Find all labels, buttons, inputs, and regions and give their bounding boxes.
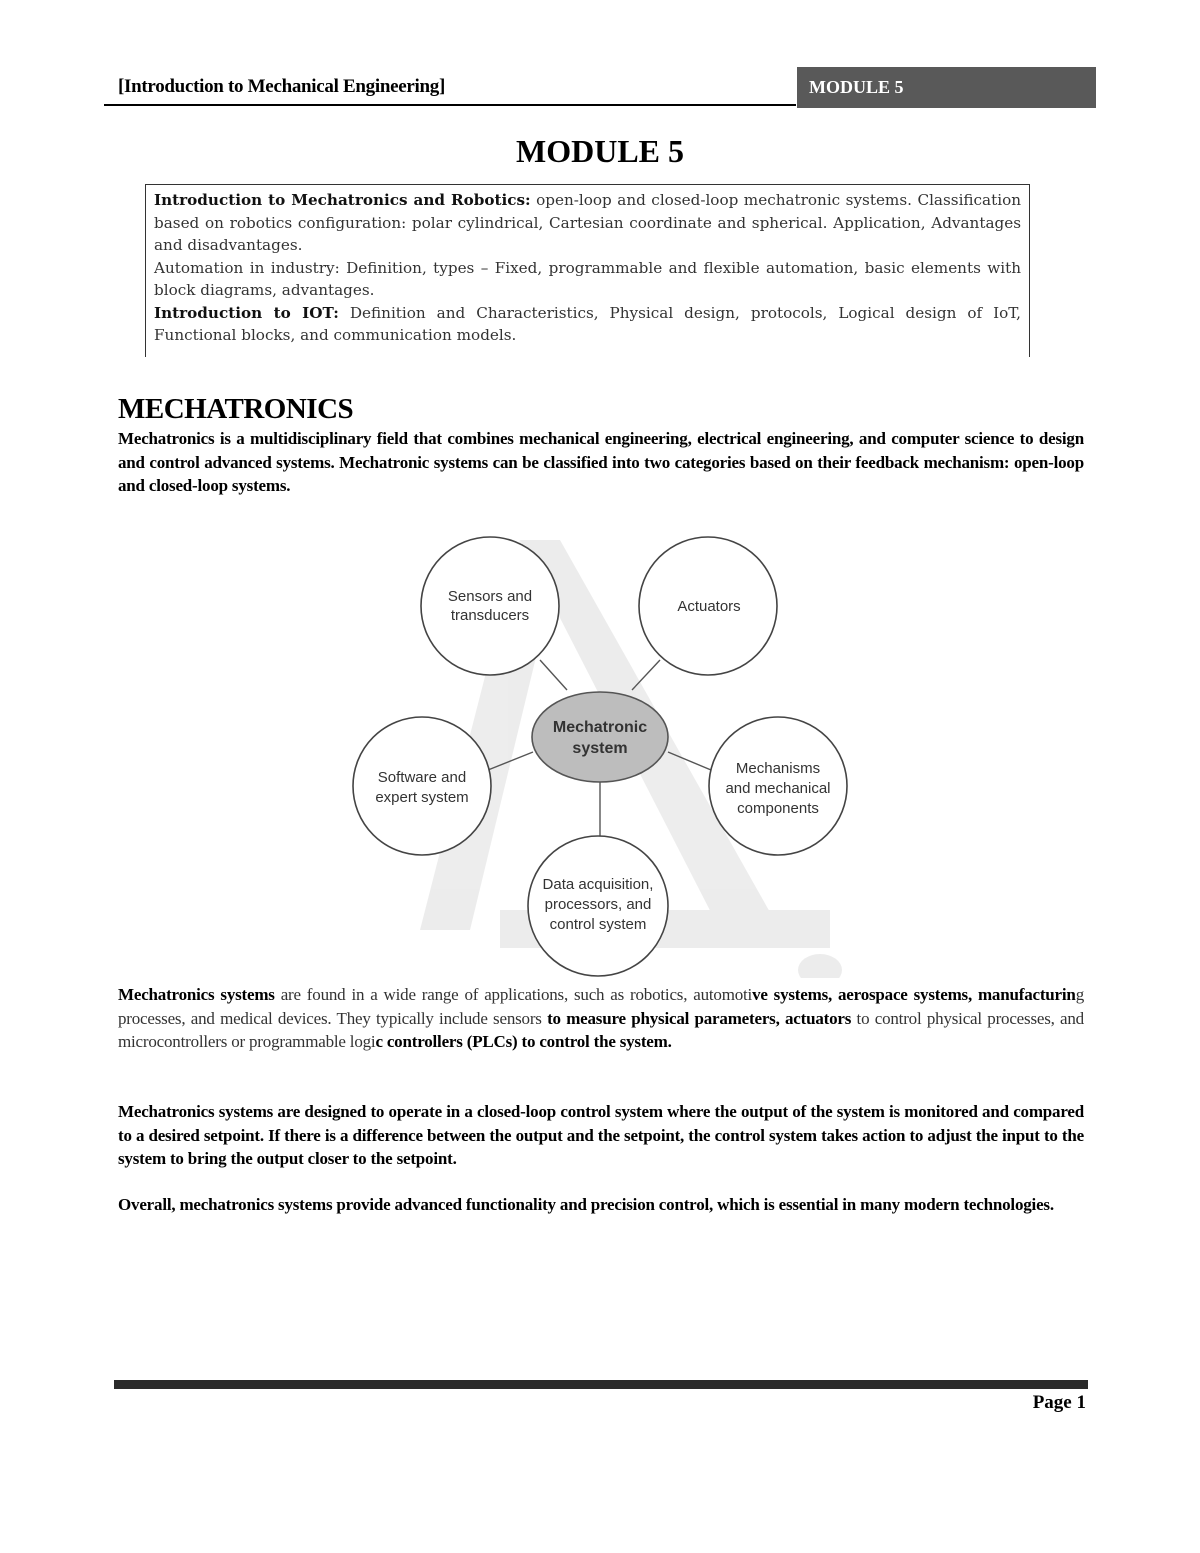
syllabus-topic-iot-text: Definition and Characteristics, Physical design, protocols, Logical design of IoT, Functional blocks, and communication models.: [154, 303, 1021, 344]
center-label-2: system: [572, 740, 628, 757]
page-number: Page 1: [1032, 1392, 1086, 1413]
syllabus-box: [145, 184, 1030, 357]
node-software: [353, 717, 491, 855]
intro-paragraph: Mechatronics is a multidisciplinary field that combines mechanical engineering, electrical engineering, and computer science to design and control advanced systems. Mechatronic systems can be classified into two categories based on their feedback mechanism: open-loop and closed-loop systems.: [118, 429, 1084, 495]
applications-paragraph: [118, 983, 1084, 1054]
section-heading: MECHATRONICS: [118, 393, 354, 425]
node-center: [532, 692, 668, 782]
syllabus-line-1: [154, 189, 1021, 257]
syllabus-topic-mechatronics-text: open-loop and closed-loop mechatronic systems. Classification based on robotics configuration: polar cylindrical, Cartesian coordinate and spherical. Application, Advantages and disadvantages.: [154, 191, 1021, 254]
software-label-2: expert system: [375, 789, 469, 806]
data-label-3: control system: [549, 916, 647, 933]
overall-paragraph: Overall, mechatronics systems provide advanced functionality and precision control, which is essential in many modern technologies.: [118, 1195, 1054, 1214]
software-label-1: Software and: [377, 769, 467, 786]
header-title: [Introduction to Mechanical Engineering]: [118, 76, 446, 97]
data-label-1: Data acquisition,: [542, 876, 654, 893]
footer-rule: [114, 1380, 1088, 1389]
center-label-1: Mechatronic: [552, 719, 648, 736]
link-actuators: [632, 660, 660, 690]
mechanisms-label-1: Mechanisms: [735, 760, 821, 777]
applications-text-4: g processes, and medical devices. They typically include sensors: [118, 985, 1084, 1028]
header-rule: [104, 104, 796, 106]
syllabus-line-2: Automation in industry: Definition, types – Fixed, programmable and flexible automation, basic elements with block diagrams, advantages.: [154, 258, 1021, 299]
applications-text-6: to control physical processes, and microcontrollers or programmable logi: [118, 1008, 1084, 1051]
mechanisms-label-3: components: [737, 800, 819, 817]
link-sensors: [540, 660, 567, 690]
closed-loop-paragraph: Mechatronics systems are designed to operate in a closed-loop control system where the output of the system is monitored and compared to a desired setpoint. If there is a difference between the output and the setpoint, the control system takes action to adjust the input to the system to bring the output closer to the setpoint.: [118, 1102, 1084, 1168]
mechatronics-diagram: [340, 528, 860, 978]
applications-text-2: are found in a wide range of applications, such as robotics, automoti: [274, 985, 753, 1004]
syllabus-line-3: [154, 302, 1021, 347]
sensors-label-2: transducers: [450, 607, 530, 624]
sensors-label-1: Sensors and: [447, 588, 533, 605]
data-label-2: processors, and: [544, 896, 652, 913]
applications-text-5: to measure physical parameters, actuators: [547, 1008, 852, 1028]
syllabus-topic-iot: Introduction to IOT:: [154, 303, 339, 322]
actuators-label: Actuators: [677, 598, 741, 615]
module-title: MODULE 5: [516, 133, 684, 169]
applications-text-1: Mechatronics systems: [118, 985, 275, 1004]
mechanisms-label-2: and mechanical: [725, 780, 831, 797]
node-sensors: [421, 537, 559, 675]
applications-text-7: c controllers (PLCs) to control the system.: [375, 1032, 672, 1051]
header-module-tab: MODULE 5: [797, 67, 1096, 108]
syllabus-topic-mechatronics: Introduction to Mechatronics and Robotics:: [154, 191, 531, 209]
applications-text-3: ve systems, aerospace systems, manufacturin: [752, 985, 1076, 1004]
